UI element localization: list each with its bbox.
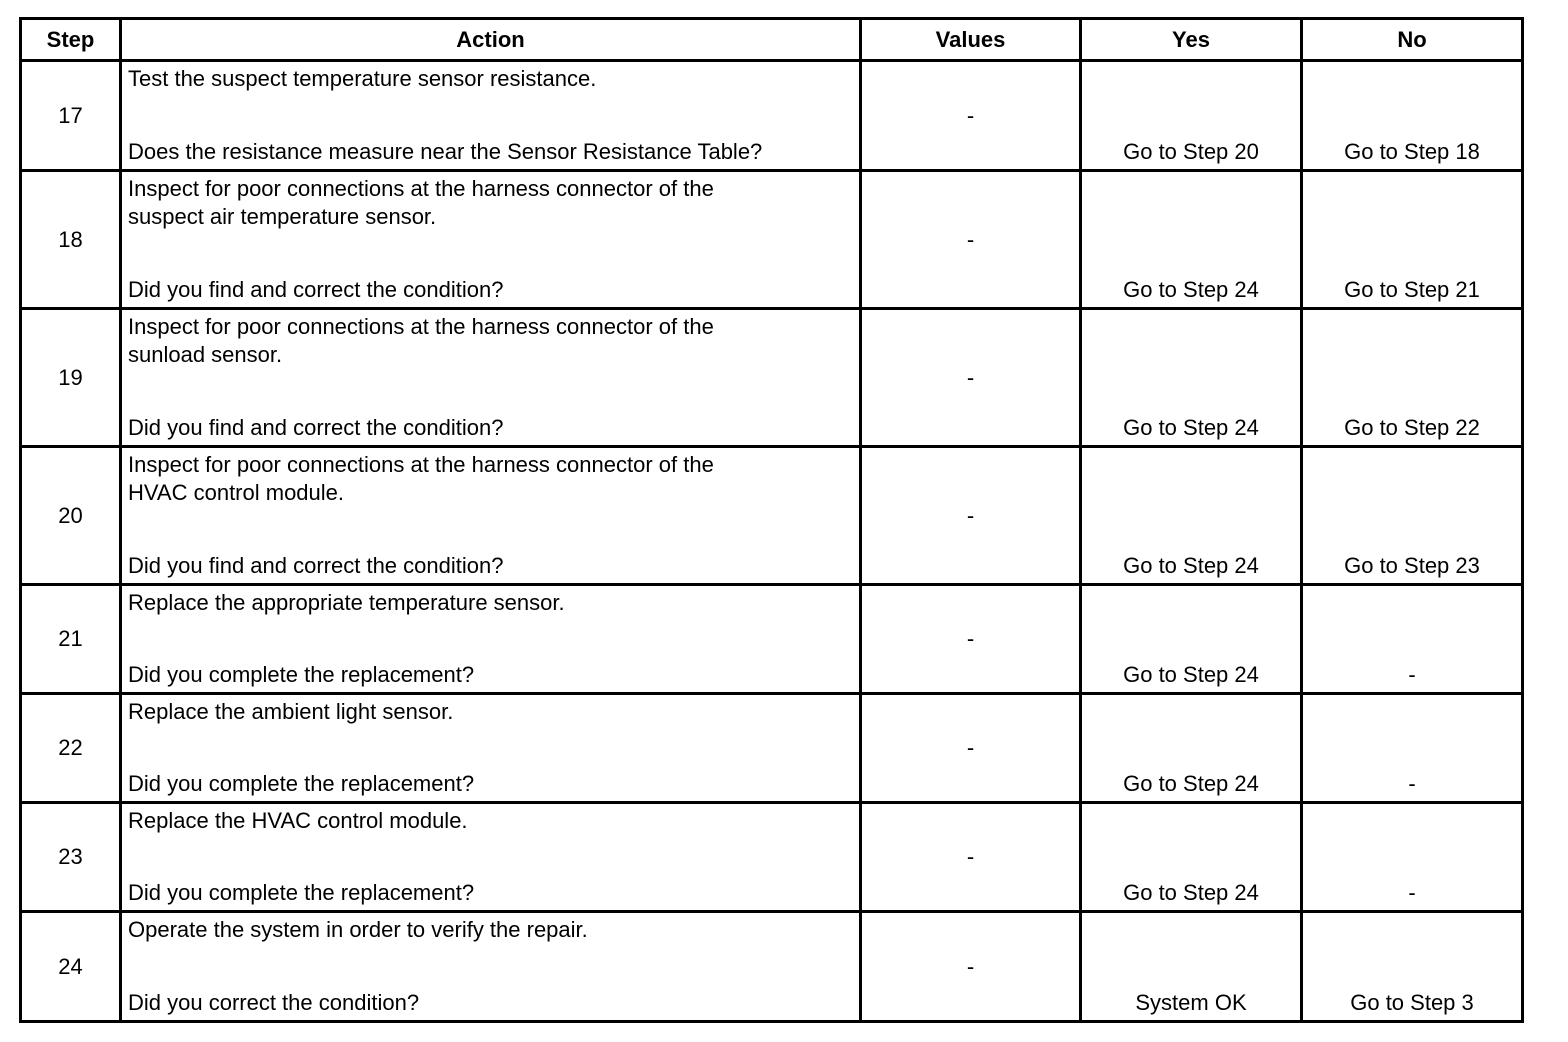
step-number: 22: [21, 694, 121, 803]
no-result: Go to Step 23: [1344, 553, 1480, 578]
yes-result: Go to Step 24: [1123, 662, 1259, 687]
table-row: [21, 585, 1523, 694]
table-row: [21, 694, 1523, 803]
step-number: 24: [21, 912, 121, 1022]
action-question: Did you complete the replacement?: [128, 662, 475, 687]
action-text: Replace the HVAC control module.: [128, 808, 468, 833]
action-question: Did you complete the replacement?: [128, 880, 475, 905]
action-text: Inspect for poor connections at the harness connector of the suspect air temperature sensor.: [128, 176, 714, 229]
no-cell: [1302, 61, 1523, 171]
yes-result: System OK: [1135, 990, 1247, 1015]
action-text: Test the suspect temperature sensor resistance.: [128, 66, 597, 91]
values-cell: -: [861, 171, 1081, 309]
header-step: Step: [21, 19, 121, 61]
action-question: Did you find and correct the condition?: [128, 415, 504, 440]
values-cell: -: [861, 309, 1081, 447]
no-cell: [1302, 803, 1523, 912]
table-row: [21, 309, 1523, 447]
action-cell: [121, 585, 861, 694]
action-question: Did you find and correct the condition?: [128, 553, 504, 578]
no-cell: [1302, 912, 1523, 1022]
action-text: Inspect for poor connections at the harness connector of the HVAC control module.: [128, 452, 714, 505]
values-cell: -: [861, 803, 1081, 912]
action-cell: [121, 171, 861, 309]
yes-result: Go to Step 24: [1123, 277, 1259, 302]
values-cell: -: [861, 447, 1081, 585]
yes-cell: [1081, 447, 1302, 585]
yes-cell: [1081, 912, 1302, 1022]
no-cell: [1302, 171, 1523, 309]
step-number: 21: [21, 585, 121, 694]
yes-result: Go to Step 24: [1123, 880, 1259, 905]
step-number: 20: [21, 447, 121, 585]
no-result: Go to Step 3: [1350, 990, 1474, 1015]
action-cell: [121, 61, 861, 171]
action-question: Did you correct the condition?: [128, 990, 420, 1015]
table-row: [21, 447, 1523, 585]
action-cell: [121, 447, 861, 585]
no-result: -: [1408, 771, 1416, 796]
values-cell: -: [861, 585, 1081, 694]
step-number: 19: [21, 309, 121, 447]
values-cell: -: [861, 694, 1081, 803]
action-text: Operate the system in order to verify the repair.: [128, 917, 588, 942]
action-text: Replace the appropriate temperature sensor.: [128, 590, 565, 615]
action-question: Did you find and correct the condition?: [128, 277, 504, 302]
table-row: [21, 912, 1523, 1022]
yes-cell: [1081, 694, 1302, 803]
step-number: 18: [21, 171, 121, 309]
action-text: Replace the ambient light sensor.: [128, 699, 454, 724]
action-cell: [121, 912, 861, 1022]
yes-result: Go to Step 24: [1123, 415, 1259, 440]
header-yes: Yes: [1081, 19, 1302, 61]
header-row: [21, 19, 1523, 61]
no-cell: [1302, 585, 1523, 694]
header-no: No: [1302, 19, 1523, 61]
step-number: 23: [21, 803, 121, 912]
yes-result: Go to Step 20: [1123, 139, 1259, 164]
no-cell: [1302, 309, 1523, 447]
values-cell: -: [861, 61, 1081, 171]
table-row: [21, 803, 1523, 912]
no-result: Go to Step 18: [1344, 139, 1480, 164]
yes-cell: [1081, 171, 1302, 309]
yes-cell: [1081, 309, 1302, 447]
action-question: Does the resistance measure near the Sensor Resistance Table?: [128, 139, 763, 164]
no-result: Go to Step 22: [1344, 415, 1480, 440]
diagnostic-table: [19, 17, 1524, 1023]
no-cell: [1302, 447, 1523, 585]
yes-cell: [1081, 61, 1302, 171]
no-result: -: [1408, 662, 1416, 687]
no-cell: [1302, 694, 1523, 803]
action-question: Did you complete the replacement?: [128, 771, 475, 796]
action-cell: [121, 803, 861, 912]
table-row: [21, 61, 1523, 171]
yes-result: Go to Step 24: [1123, 771, 1259, 796]
action-text: Inspect for poor connections at the harness connector of the sunload sensor.: [128, 314, 714, 367]
no-result: -: [1408, 880, 1416, 905]
header-values: Values: [861, 19, 1081, 61]
action-cell: [121, 694, 861, 803]
yes-result: Go to Step 24: [1123, 553, 1259, 578]
no-result: Go to Step 21: [1344, 277, 1480, 302]
yes-cell: [1081, 803, 1302, 912]
action-cell: [121, 309, 861, 447]
table-row: [21, 171, 1523, 309]
values-cell: -: [861, 912, 1081, 1022]
header-action: Action: [121, 19, 861, 61]
step-number: 17: [21, 61, 121, 171]
yes-cell: [1081, 585, 1302, 694]
